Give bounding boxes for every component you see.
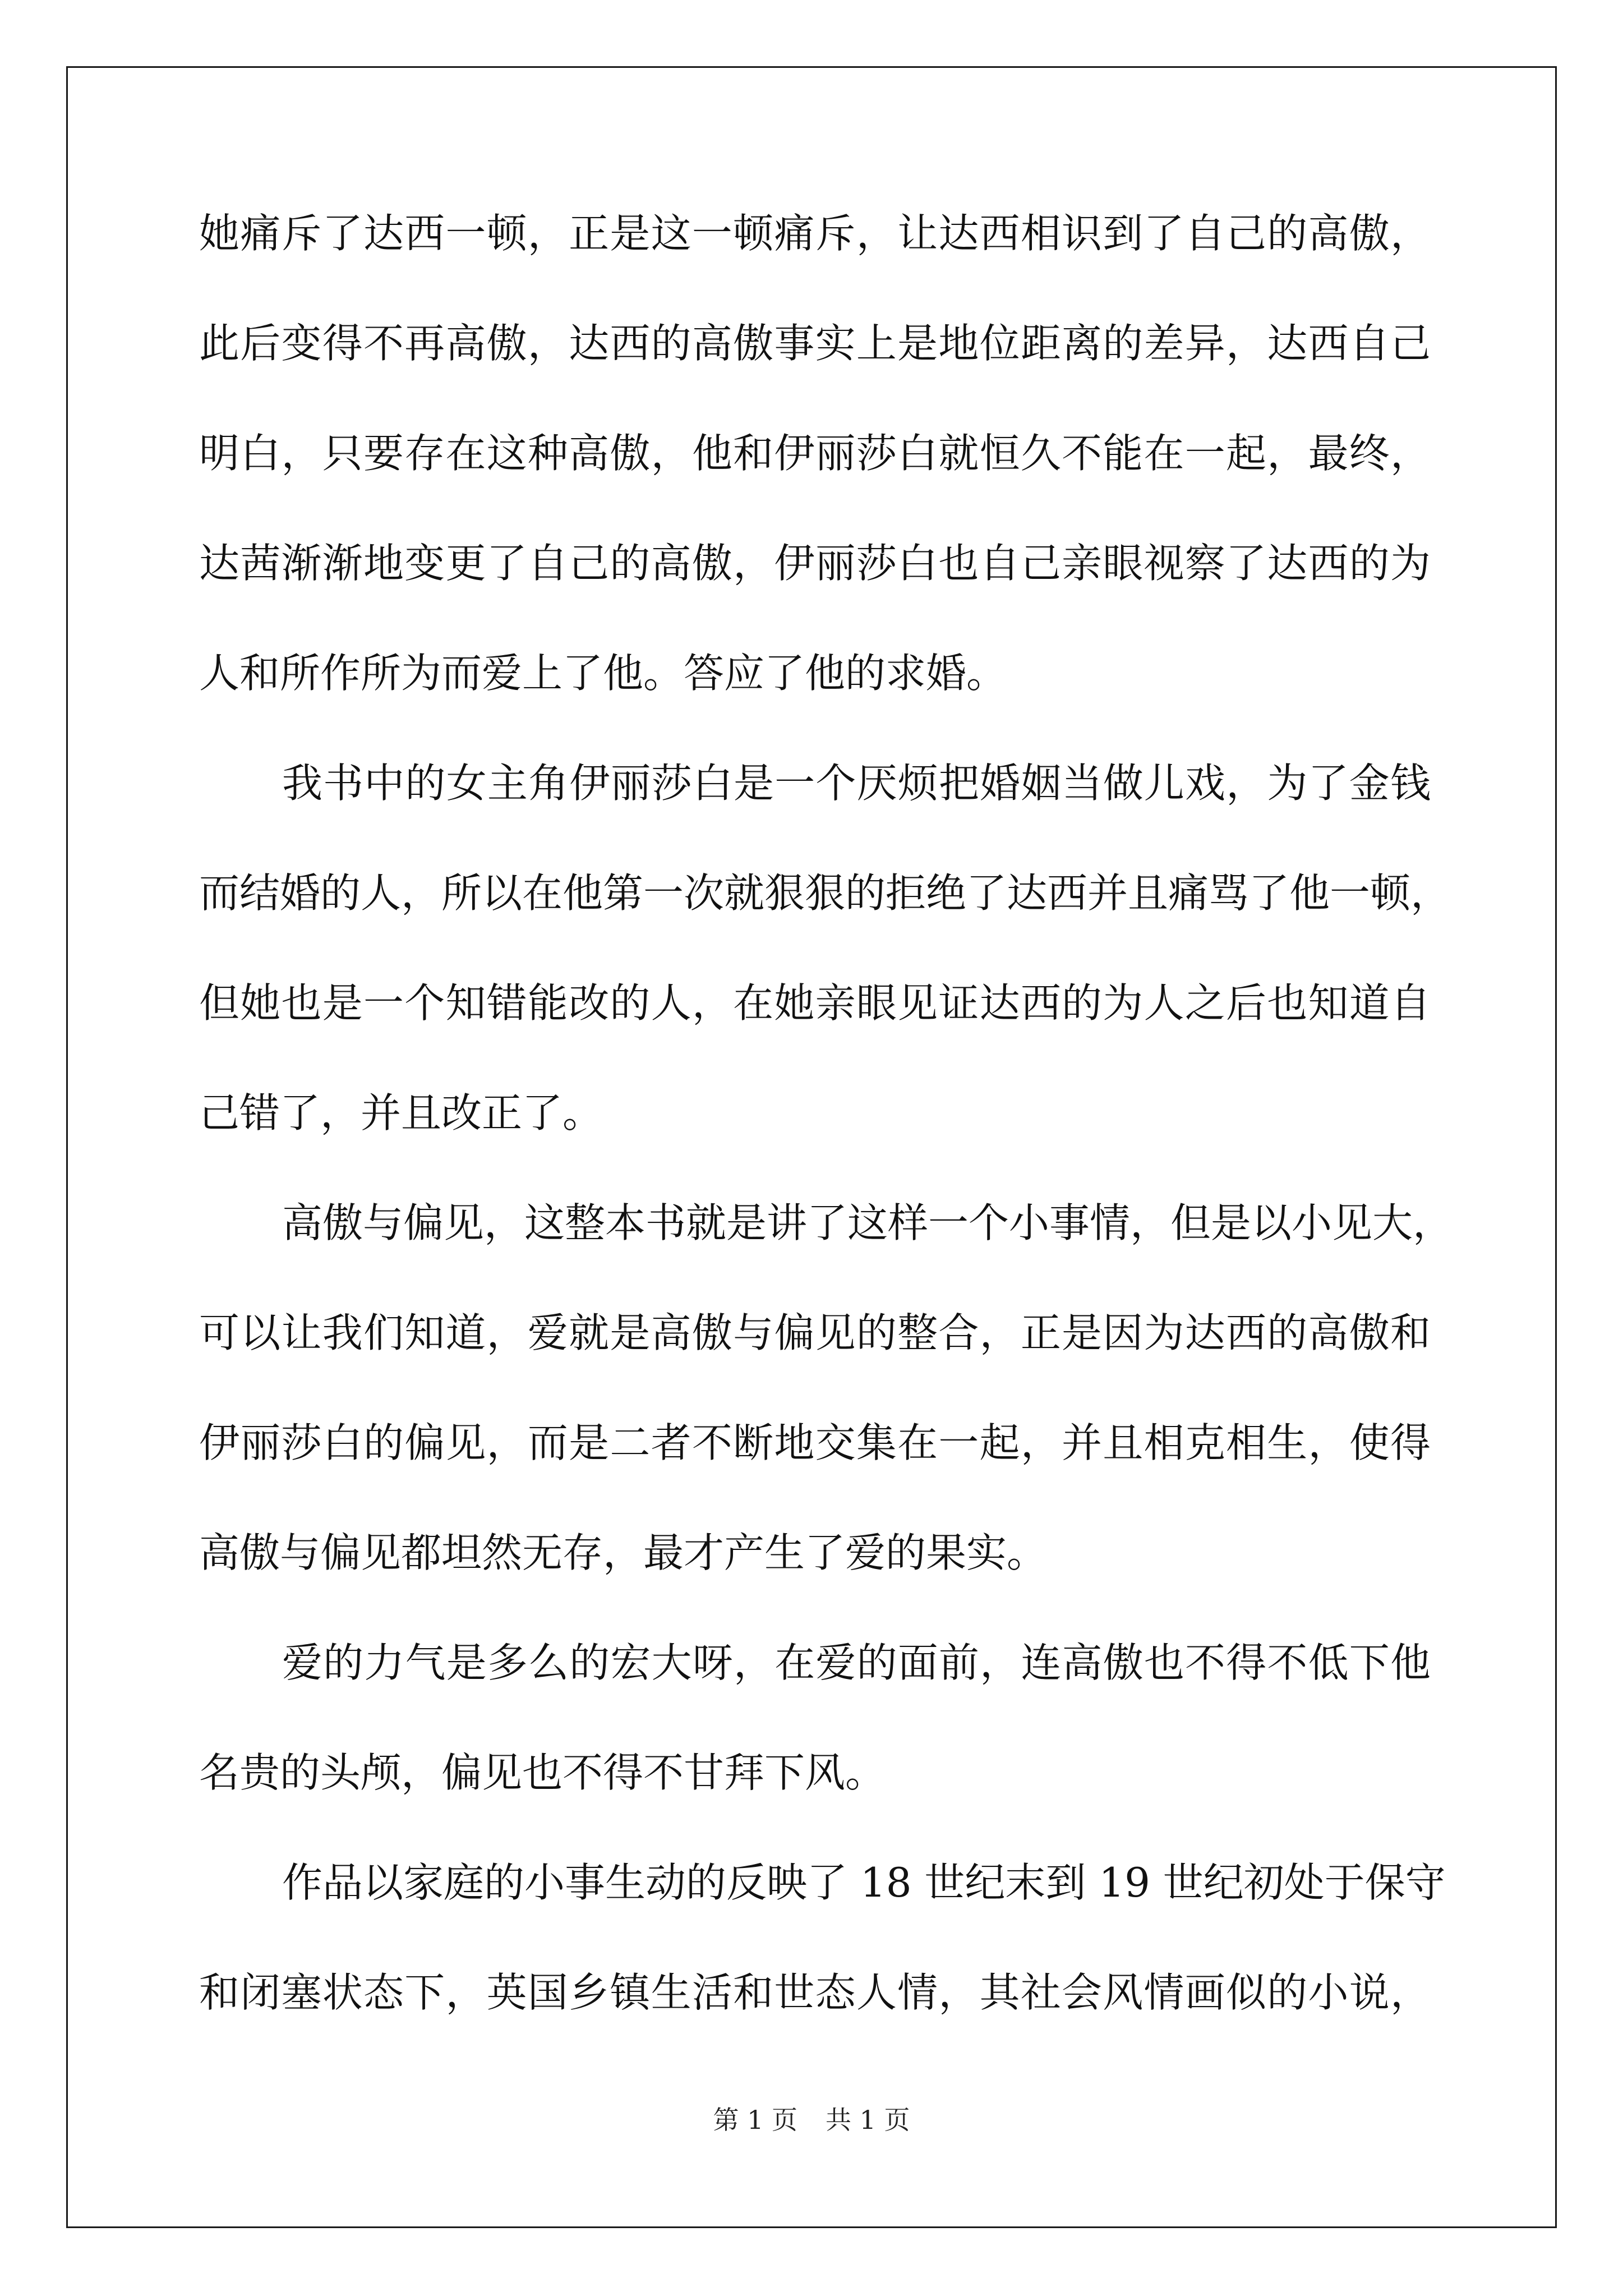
text-line: 她痛斥了达西一顿，正是这一顿痛斥，让达西相识到了自己的高傲， xyxy=(199,210,1431,257)
text-line: 高傲与偏见，这整本书就是讲了这样一个小事情，但是以小见大， xyxy=(282,1199,1454,1246)
text-line: 爱的力气是多么的宏大呀，在爱的面前，连高傲也不得不低下他 xyxy=(282,1639,1431,1686)
text-line: 伊丽莎白的偏见，而是二者不断地交集在一起，并且相克相生，使得 xyxy=(199,1419,1431,1466)
page-total: 共 1 页 xyxy=(826,2105,910,2135)
text-line: 我书中的女主角伊丽莎白是一个厌烦把婚姻当做儿戏，为了金钱 xyxy=(282,760,1431,807)
document-body xyxy=(199,210,1454,2082)
text-line: 名贵的头颅，偏见也不得不甘拜下风。 xyxy=(199,1749,886,1796)
text-line: 和闭塞状态下，英国乡镇生活和世态人情，其社会风情画似的小说， xyxy=(199,1969,1431,2016)
page-number: 第 1 页 xyxy=(713,2105,797,2135)
text-line: 但她也是一个知错能改的人，在她亲眼见证达西的为人之后也知道自 xyxy=(199,979,1431,1027)
text-line: 作品以家庭的小事生动的反映了 18 世纪末到 19 世纪初处于保守 xyxy=(282,1859,1446,1906)
text-line: 此后变得不再高傲，达西的高傲事实上是地位距离的差异，达西自己 xyxy=(199,320,1431,367)
text-line: 可以让我们知道，爱就是高傲与偏见的整合，正是因为达西的高傲和 xyxy=(199,1309,1431,1356)
text-line: 己错了，并且改正了。 xyxy=(199,1089,603,1137)
text-line: 达茜渐渐地变更了自己的高傲，伊丽莎白也自己亲眼视察了达西的为 xyxy=(199,540,1431,587)
text-line: 明白，只要存在这种高傲，他和伊丽莎白就恒久不能在一起，最终， xyxy=(199,430,1431,477)
text-line: 人和所作所为而爱上了他。答应了他的求婚。 xyxy=(199,650,1007,697)
text-line: 高傲与偏见都坦然无存，最才产生了爱的果实。 xyxy=(199,1529,1048,1576)
page-footer xyxy=(0,2107,1623,2133)
text-line: 而结婚的人，所以在他第一次就狠狠的拒绝了达西并且痛骂了他一顿， xyxy=(199,869,1451,917)
